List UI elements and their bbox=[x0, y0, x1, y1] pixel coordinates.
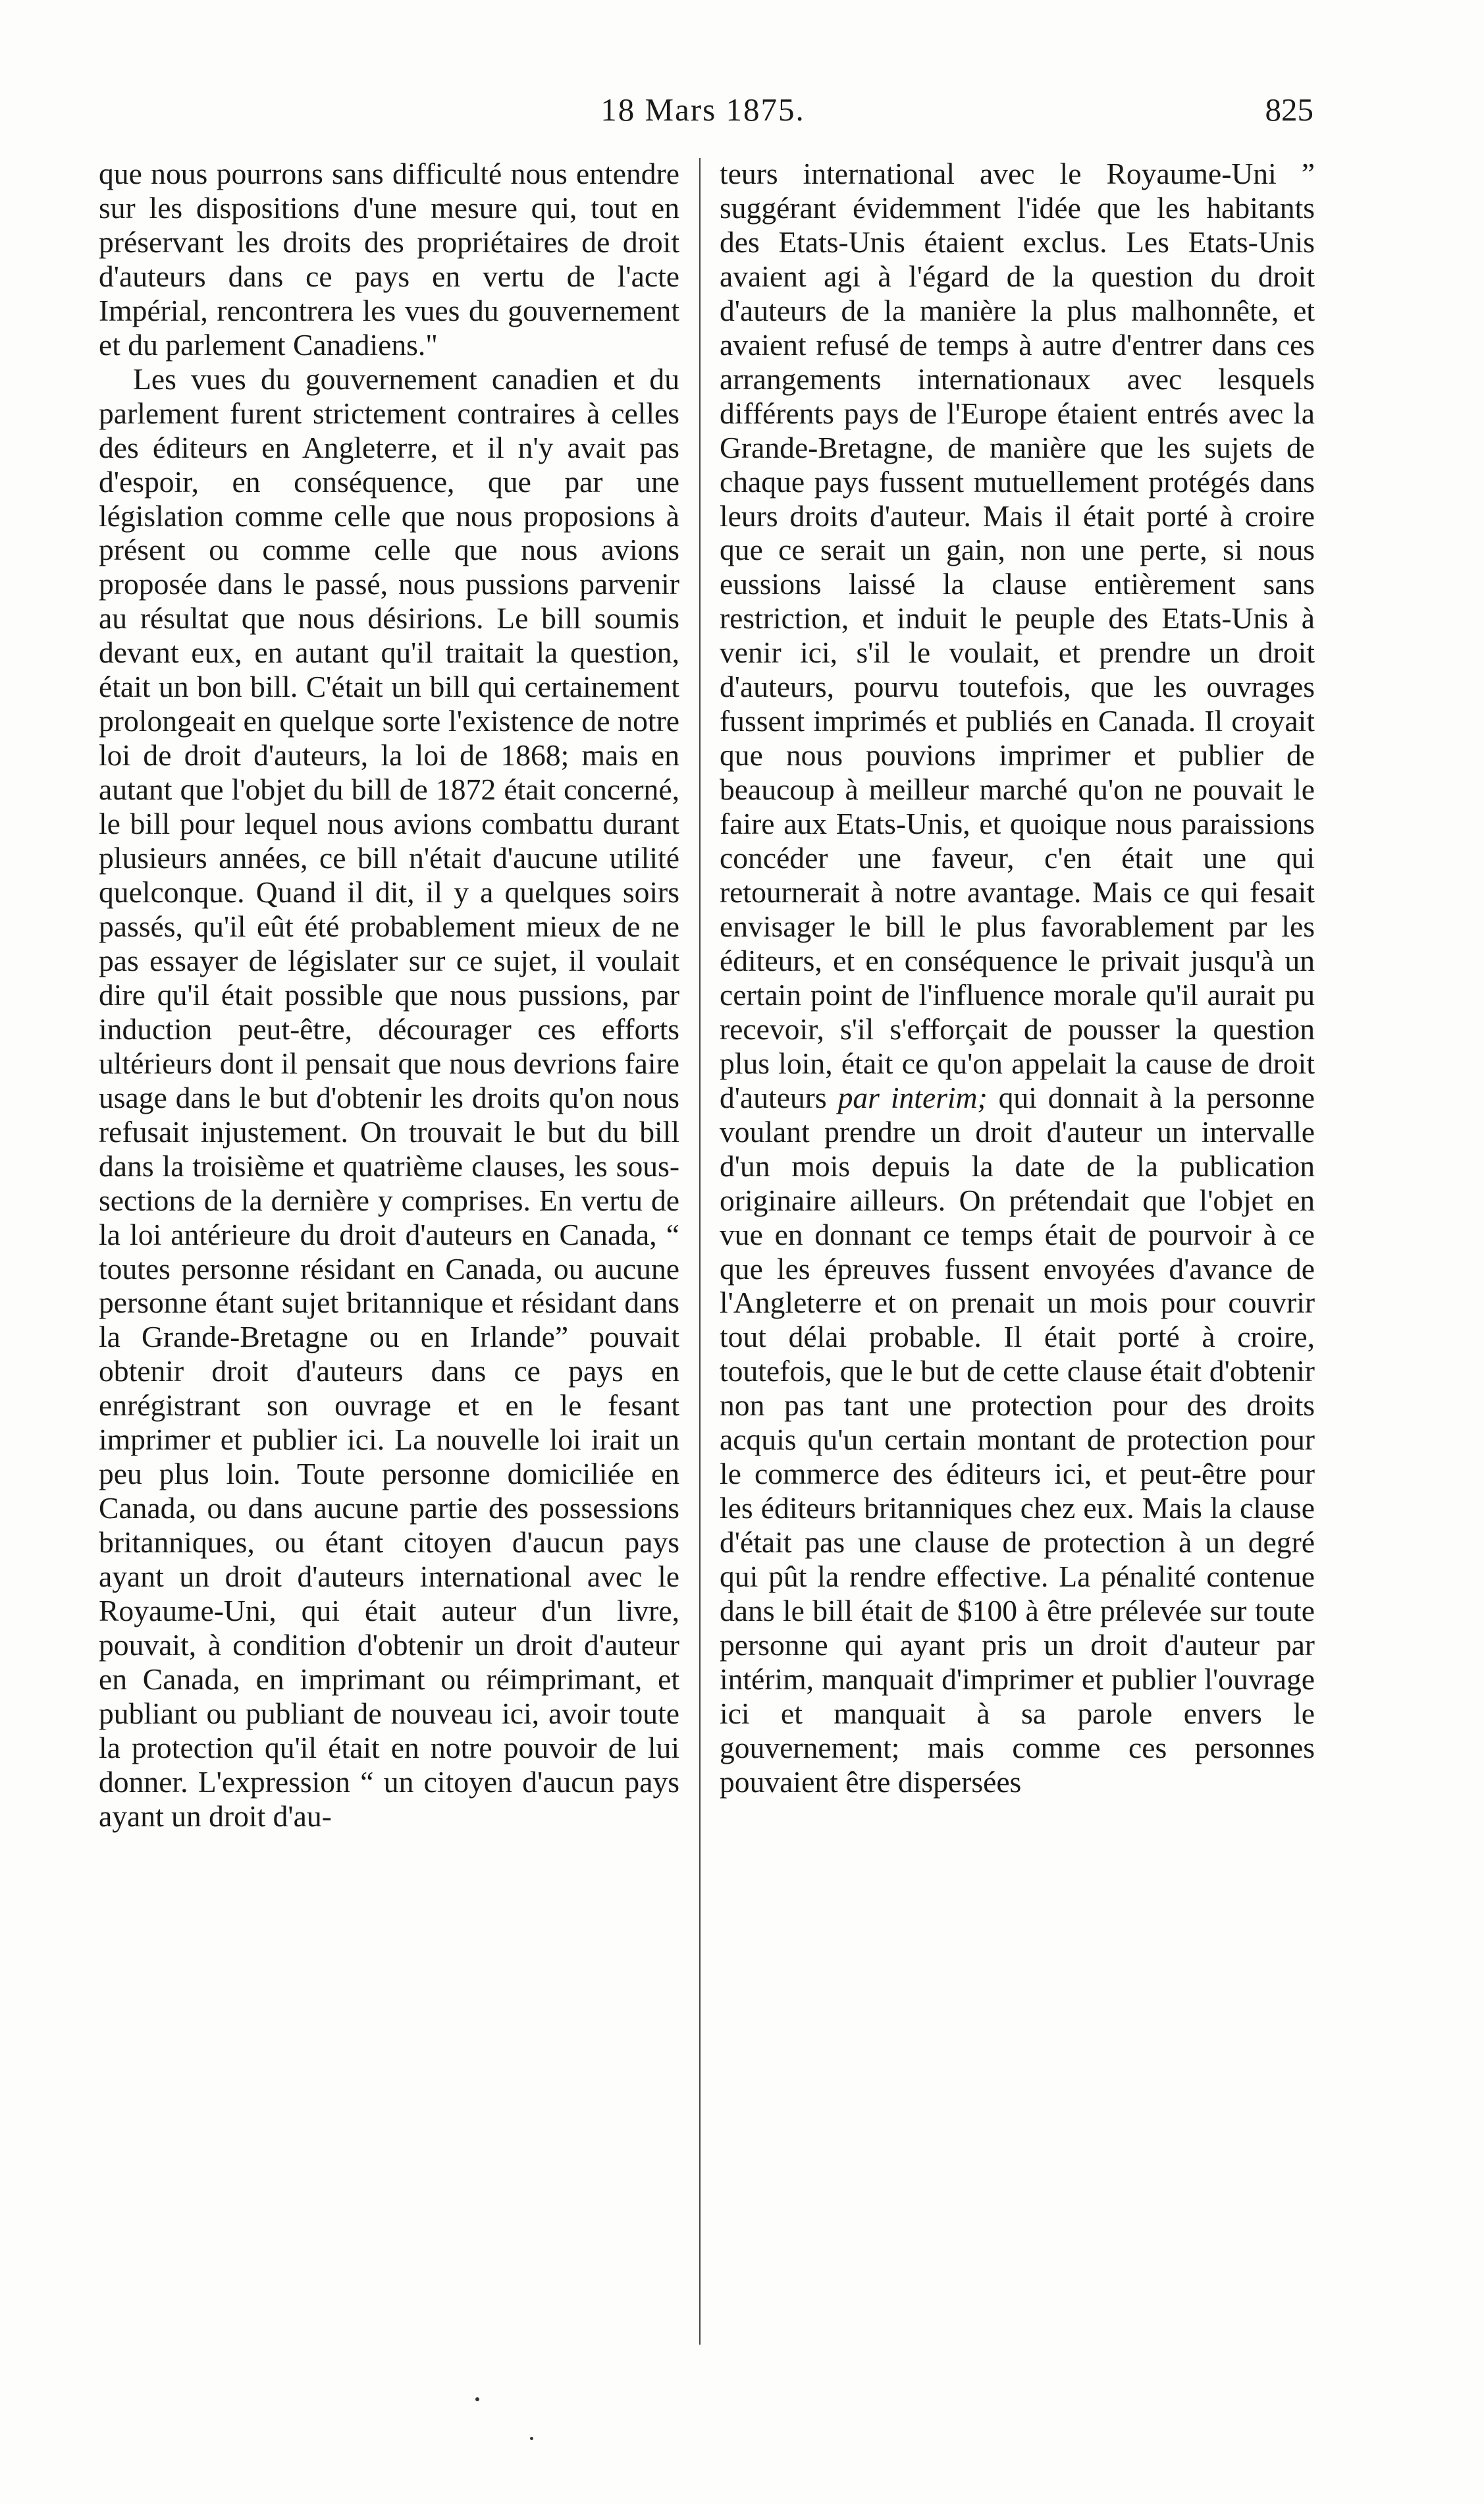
page-header bbox=[92, 91, 1313, 137]
left-paragraph-1: que nous pourrons sans difficulté nous entendre sur les dispositions d'une mesure qui, tout en préservant les droits des propriétaires de droit d'auteurs dans ce pays en vertu de l'acte Impérial, rencontrera les vues du gouvernement et du parlement Canadiens." bbox=[99, 157, 679, 362]
left-column bbox=[99, 157, 679, 1834]
italic-par-interim: par interim; bbox=[837, 1080, 988, 1114]
header-date: 18 Mars 1875. bbox=[600, 92, 805, 128]
right-paragraph-1-part-b: qui donnait à la personne voulant prendre un droit d'auteur un intervalle d'un mois depuis la date de la publication originaire ailleurs. On prétendait que l'objet en vue en donnant ce temps était de pourvoir à ce que les épreuves fussent envoyées d'avance de l'Angleterre et on prenait un mois pour couvrir tout délai probable. Il était porté à croire, toutefois, que le but de cette clause était d'obtenir non pas tant une protection pour des droits acquis qu'un certain montant de protection pour le commerce des éditeurs ici, et peut-être pour les éditeurs britanniques chez eux. Mais la clause d'était pas une clause de protection à un degré qui pût la rendre effective. La pénalité contenue dans le bill était de $100 à être prélevée sur toute personne qui ayant pris un droit d'auteur par intérim, manquait d'imprimer et publier l'ouvrage ici et manquait à sa parole envers le gouvernement; mais comme ces personnes pouvaient être dispersées bbox=[720, 1080, 1315, 1799]
left-paragraph-2: Les vues du gouvernement canadien et du parlement furent strictement contraires à celles des éditeurs en Angleterre, et il n'y avait pas d'espoir, en conséquence, que par une législation comme celle que nous proposions à présent ou comme celle que nous avions proposée dans le passé, nous pussions parvenir au résultat que nous désirions. Le bill soumis devant eux, en autant qu'il traitait la question, était un bon bill. C'était un bill qui certainement prolongeait en quelque sorte l'existence de notre loi de droit d'auteurs, la loi de 1868; mais en autant que l'objet du bill de 1872 était concerné, le bill pour lequel nous avions combattu durant plusieurs années, ce bill n'était d'aucune utilité quelconque. Quand il dit, il y a quelques soirs passés, qu'il eût été probablement mieux de ne pas essayer de législater sur ce sujet, il voulait dire qu'il était possible que nous pussions, par induction peut-être, décourager ces efforts ultérieurs dont il pensait que nous devrions faire usage dans le but d'obtenir les droits qu'on nous refusait injustement. On trouvait le but du bill dans la troisième et quatrième clauses, les sous-sections de la dernière y comprises. En vertu de la loi antérieure du droit d'auteurs en Canada, “ toutes personne résidant en Canada, ou aucune personne étant sujet britannique et résidant dans la Grande-Bretagne ou en Irlande” pouvait obtenir droit d'auteurs dans ce pays en enrégistrant son ouvrage et en le fesant imprimer et publier ici. La nouvelle loi irait un peu plus loin. Toute personne domiciliée en Canada, ou dans aucune partie des possessions britanniques, ou étant citoyen d'aucun pays ayant un droit d'auteurs international avec le Royaume-Uni, qui était auteur d'un livre, pouvait, à condition d'obtenir un droit d'auteur en Canada, en imprimant ou réimprimant, et publiant ou publiant de nouveau ici, avoir toute la protection qu'il était en notre pouvoir de lui donner. L'expression “ un citoyen d'aucun pays ayant un droit d'au- bbox=[99, 362, 679, 1833]
page-number: 825 bbox=[1265, 92, 1313, 128]
right-column bbox=[720, 157, 1315, 1799]
print-speck bbox=[475, 2397, 479, 2401]
print-speck bbox=[530, 2437, 533, 2440]
right-paragraph-1-part-a: teurs international avec le Royaume-Uni ” suggérant évidemment l'idée que les habitants des Etats-Unis étaient exclus. Les Etats-Unis avaient agi à l'égard de la question du droit d'auteurs de la manière la plus malhonnête, et avaient refusé de temps à autre d'entrer dans ces arrangements internationaux avec lesquels différents pays de l'Europe étaient entrés avec la Grande-Bretagne, de manière que les sujets de chaque pays fussent mutuellement protégés dans leurs droits d'auteur. Mais il était porté à croire que ce serait un gain, non une perte, si nous eussions laissé la clause entièrement sans restriction, et induit le peuple des Etats-Unis à venir ici, s'il le voulait, et prendre un droit d'auteurs, pourvu toutefois, que les ouvrages fussent imprimés et publiés en Canada. Il croyait que nous pouvions imprimer et publier de beaucoup à meilleur marché qu'on ne pouvait le faire aux Etats-Unis, et quoique nous paraissions concéder une faveur, c'en était une qui retournerait à notre avantage. Mais ce qui fesait envisager le bill le plus favorablement par les éditeurs, et en conséquence le privait jusqu'à un certain point de l'influence morale qu'il aurait pu recevoir, s'il s'efforçait de pousser la question plus loin, était ce qu'on appelait la cause de droit d'auteurs bbox=[720, 157, 1315, 1114]
column-divider bbox=[699, 158, 701, 2345]
right-paragraph-1 bbox=[720, 157, 1315, 1799]
